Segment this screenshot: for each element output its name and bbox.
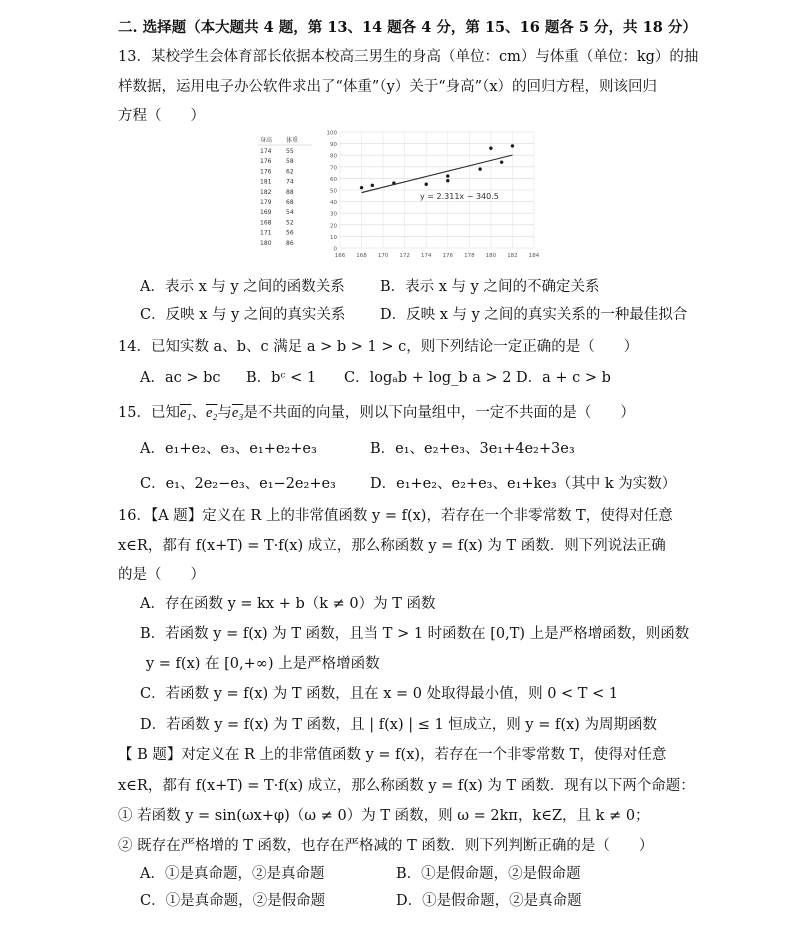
q16a-title: 16．【A 题】定义在 R 上的非常值函数 y = f(x)，若存在一个非零常数 T，使得对任意	[118, 508, 673, 524]
data-point	[446, 174, 449, 177]
data-point	[511, 144, 514, 147]
y-tick-label: 100	[326, 130, 337, 137]
q15-option-b: B．e₁、e₂+e₃、3e₁+4e₂+3e₃	[370, 441, 575, 457]
vector-e3: e₃	[231, 405, 244, 421]
data-point	[425, 183, 428, 186]
q16a-option-b-line1: B．若函数 y = f(x) 为 T 函数，且当 T > 1 时函数在 [0,T) 上是严格增函数，则函数	[140, 626, 690, 642]
q15-stem-prefix: 15．已知	[118, 405, 180, 421]
table-cell: 68	[286, 199, 294, 206]
data-point	[446, 179, 449, 182]
table-header: 体重	[286, 137, 299, 144]
vector-e2: e₂	[205, 405, 218, 421]
vector-e1: e₁	[179, 405, 192, 421]
table-cell: 169	[260, 209, 272, 217]
table-cell: 56	[286, 229, 294, 237]
x-tick-label: 178	[464, 253, 475, 259]
q16b-title: 【 B 题】对定义在 R 上的非常值函数 y = f(x)，若存在一个非零常数 T，使得对任意	[118, 747, 667, 763]
q16b-option-b: B．①是假命题，②是假命题	[396, 866, 581, 882]
table-header: 身高	[260, 137, 273, 144]
y-tick-label: 50	[330, 188, 337, 195]
y-tick-label: 40	[330, 200, 337, 207]
x-tick-label: 174	[420, 253, 432, 259]
q16a-line3: 的是（ ）	[118, 567, 205, 583]
q14-option-a: A．ac > bc	[140, 370, 221, 386]
regression-equation-label: y = 2.311x − 340.5	[420, 192, 499, 201]
table-cell: 181	[260, 178, 272, 186]
x-tick-label: 172	[399, 253, 410, 259]
q13-stem-line2: 样数据，运用电子办公软件求出了“体重”（y）关于“身高”（x）的回归方程，则该回归	[118, 79, 658, 95]
data-point	[478, 167, 481, 170]
table-cell: 176	[260, 158, 272, 166]
table-cell: 176	[260, 168, 272, 176]
q15-option-c: C．e₁、2e₂−e₃、e₁−2e₂+e₃	[140, 476, 336, 492]
table-cell: 55	[286, 148, 294, 155]
q16a-line2: x∈R，都有 f(x+T) = T·f(x) 成立，那么称函数 y = f(x) 为 T 函数．则下列说法正确	[118, 538, 666, 554]
table-cell: 74	[286, 178, 294, 186]
data-point	[371, 184, 374, 187]
table-cell: 174	[260, 148, 272, 155]
x-tick-label: 182	[507, 253, 518, 259]
chart-background	[252, 124, 544, 262]
table-cell: 182	[260, 188, 272, 196]
table-cell: 62	[286, 168, 294, 176]
q15-stem-suffix: 是不共面的向量，则以下向量组中，一定不共面的是（ ）	[243, 405, 635, 421]
q13-stem-line3: 方程（ ）	[118, 108, 205, 124]
q16b-option-c: C．①是真命题，②是假命题	[140, 893, 326, 909]
section-title: 二. 选择题（本大题共 4 题，第 13、14 题各 4 分，第 15、16 题各 5 分，共 18 分）	[118, 19, 697, 36]
q15-sep-and: 与	[217, 405, 232, 421]
q16a-option-c: C．若函数 y = f(x) 为 T 函数，且在 x = 0 处取得最小值，则 0 < T < 1	[140, 686, 619, 702]
q13-option-d: D．反映 x 与 y 之间的真实关系的一种最佳拟合	[380, 307, 688, 323]
q15-option-a: A．e₁+e₂、e₃、e₁+e₂+e₃	[140, 441, 317, 457]
q14-stem: 14．已知实数 a、b、c 满足 a > b > 1 > c，则下列结论一定正确的是（ ）	[118, 339, 639, 355]
table-cell: 179	[260, 199, 272, 206]
q13-option-b: B．表示 x 与 y 之间的不确定关系	[380, 279, 600, 295]
q14-option-c: C．logₐb + log_b a > 2	[344, 370, 512, 386]
scatter-chart	[252, 124, 544, 262]
table-cell: 171	[260, 229, 272, 237]
q16b-proposition-1: ① 若函数 y = sin(ωx+φ)（ω ≠ 0）为 T 函数，则 ω = 2kπ，k∈Z，且 k ≠ 0；	[118, 808, 650, 824]
table-cell: 58	[286, 158, 294, 166]
y-tick-label: 30	[330, 211, 337, 218]
q16b-proposition-2: ② 既存在严格增的 T 函数，也存在严格减的 T 函数．则下列判断正确的是（ ）	[118, 838, 654, 854]
y-tick-label: 20	[330, 223, 337, 230]
q13-stem-line1: 13．某校学生会体育部长依据本校高三男生的身高（单位：cm）与体重（单位：kg）的抽	[118, 49, 699, 65]
table-cell: 168	[260, 219, 272, 227]
q16b-option-d: D．①是假命题，②是真命题	[396, 893, 582, 909]
x-tick-label: 166	[334, 253, 346, 259]
data-point	[500, 160, 503, 163]
data-point	[392, 181, 395, 184]
q16a-option-b-line2: y = f(x) 在 [0,+∞) 上是严格增函数	[146, 656, 380, 672]
q15-stem	[118, 404, 635, 422]
table-cell: 88	[286, 188, 294, 196]
q14-option-b: B．bᶜ < 1	[246, 370, 317, 386]
q16a-option-a: A．存在函数 y = kx + b（k ≠ 0）为 T 函数	[140, 596, 436, 612]
y-tick-label: 60	[330, 176, 337, 183]
x-tick-label: 168	[356, 253, 367, 259]
data-point	[489, 147, 492, 150]
x-tick-label: 176	[442, 253, 454, 259]
q14-option-d: D．a + c > b	[516, 370, 611, 386]
q13-option-a: A．表示 x 与 y 之间的函数关系	[140, 279, 345, 295]
q15-option-d: D．e₁+e₂、e₂+e₃、e₁+ke₃（其中 k 为实数）	[370, 476, 677, 492]
data-point	[360, 186, 363, 189]
x-tick-label: 170	[377, 253, 389, 259]
q15-sep-1: 、	[191, 405, 206, 421]
q13-option-c: C．反映 x 与 y 之间的真实关系	[140, 307, 346, 323]
table-cell: 52	[286, 219, 294, 227]
regression-figure	[252, 124, 544, 262]
table-cell: 180	[260, 239, 272, 247]
q16b-option-a: A．①是真命题，②是真命题	[140, 866, 325, 882]
y-tick-label: 70	[330, 165, 337, 172]
y-tick-label: 10	[330, 234, 337, 241]
y-tick-label: 80	[330, 153, 337, 160]
x-tick-label: 180	[485, 253, 497, 259]
table-cell: 86	[286, 239, 294, 247]
table-cell: 54	[286, 209, 294, 217]
q16a-option-d: D．若函数 y = f(x) 为 T 函数，且 | f(x) | ≤ 1 恒成立，则 y = f(x) 为周期函数	[140, 717, 657, 733]
x-tick-label: 184	[528, 253, 540, 259]
y-tick-label: 90	[330, 142, 337, 149]
y-tick-label: 0	[333, 246, 337, 253]
q16b-line2: x∈R，都有 f(x+T) = T·f(x) 成立，那么称函数 y = f(x) 为 T 函数．现有以下两个命题：	[118, 778, 695, 794]
